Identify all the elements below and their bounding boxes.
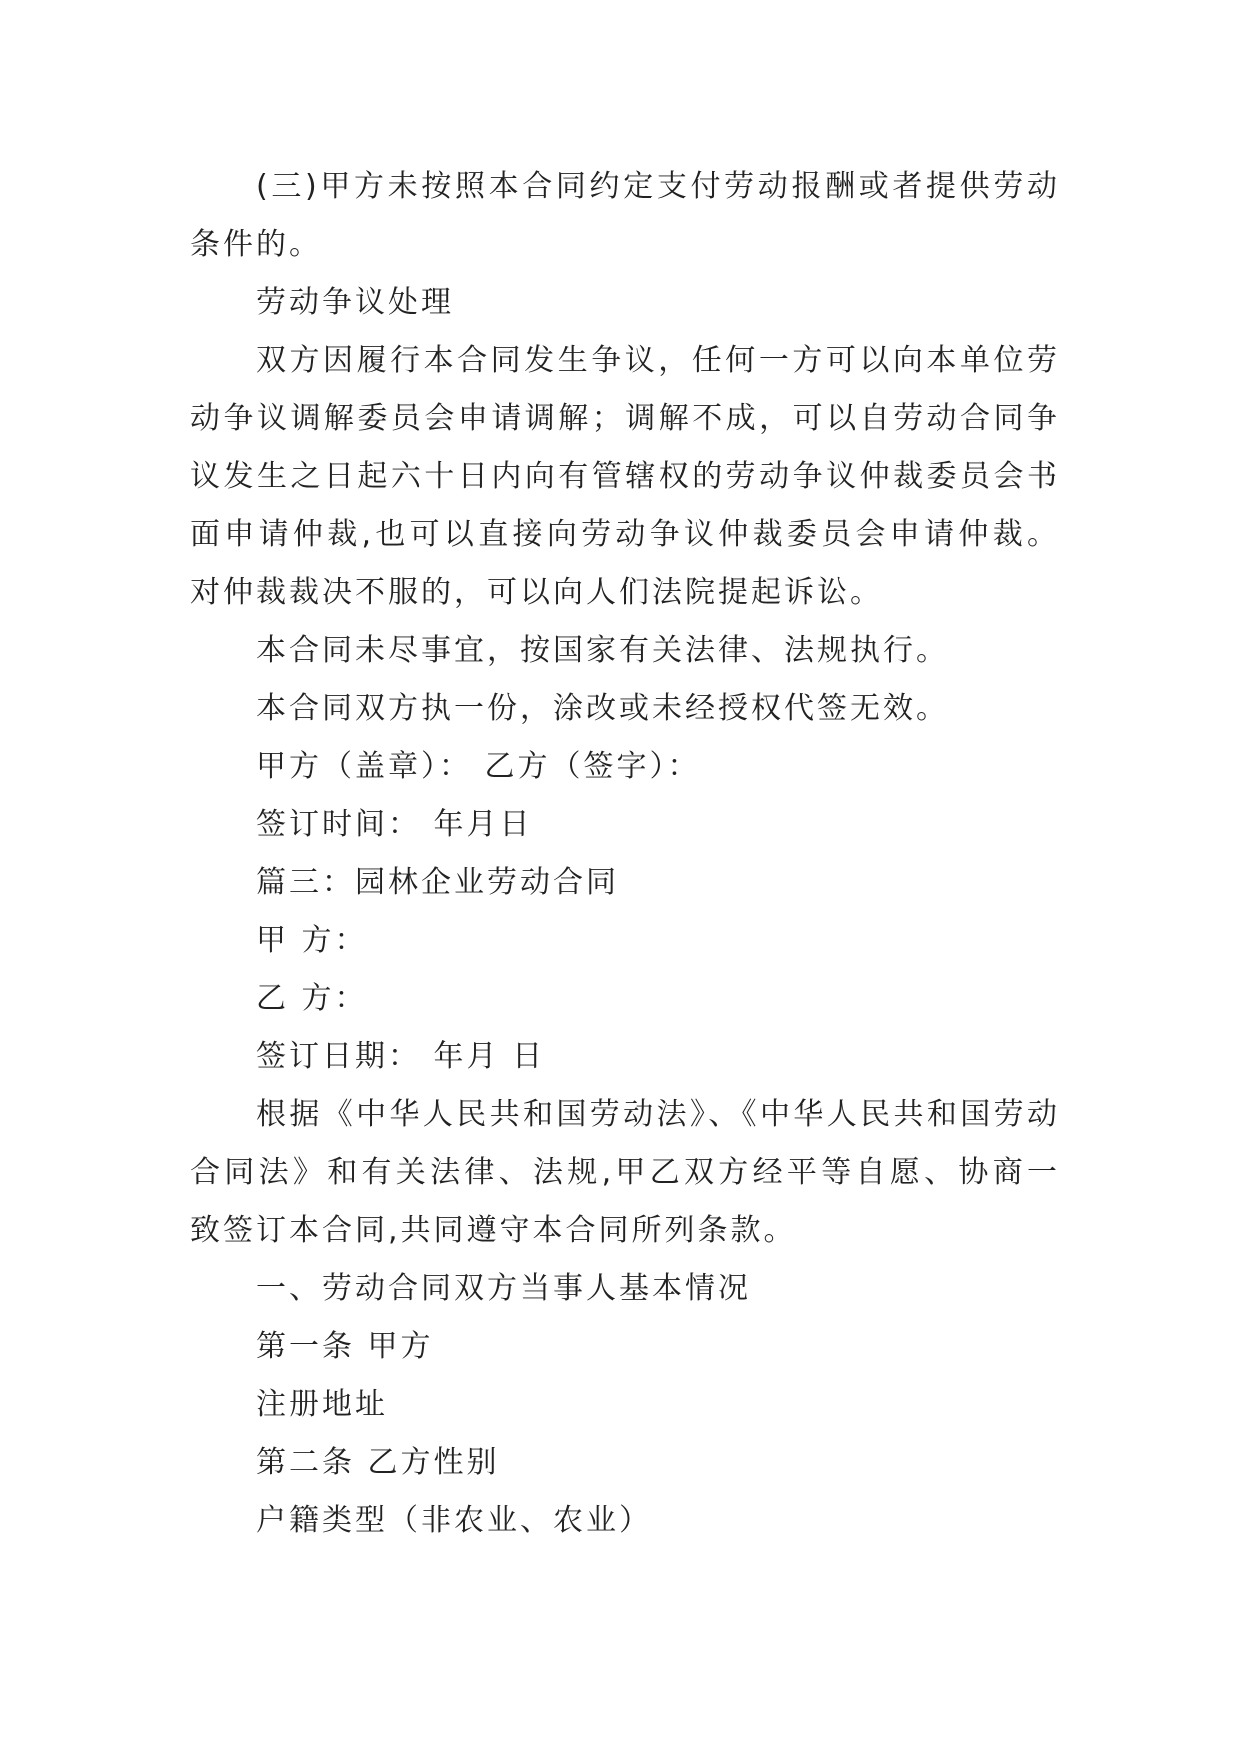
signature-line: 甲方（盖章）： 乙方（签字）： xyxy=(256,749,701,784)
signing-date-line: 签订日期： 年月 日 xyxy=(256,1039,546,1074)
heading-labor-dispute: 劳动争议处理 xyxy=(256,285,454,320)
signing-time-line: 签订时间： 年月日 xyxy=(256,807,533,842)
paragraph-termination-condition: (三)甲方未按照本合同约定支付劳动报酬或者提供劳动条件的。 xyxy=(190,169,1060,262)
article-one: 第一条 甲方 xyxy=(256,1329,434,1364)
paragraph-copies: 本合同双方执一份，涂改或未经授权代签无效。 xyxy=(256,691,949,726)
party-b-line: 乙 方： xyxy=(256,981,368,1016)
party-a-line: 甲 方： xyxy=(256,923,368,958)
paragraph-dispute-resolution: 双方因履行本合同发生争议，任何一方可以向本单位劳动争议调解委员会申请调解；调解不成，可以自劳动合同争议发生之日起六十日内向有管辖权的劳动争议仲裁委员会书面申请仲裁,也可以直接向劳动争议仲裁委员会申请仲裁。对仲裁裁决不服的，可以向人们法院提起诉讼。 xyxy=(190,343,1060,610)
section-title-part-three: 篇三：园林企业劳动合同 xyxy=(256,865,619,900)
heading-basic-info: 一、劳动合同双方当事人基本情况 xyxy=(256,1271,751,1306)
household-type: 户籍类型（非农业、农业） xyxy=(256,1503,652,1538)
paragraph-unresolved-matters: 本合同未尽事宜，按国家有关法律、法规执行。 xyxy=(256,633,949,668)
registered-address: 注册地址 xyxy=(256,1387,388,1422)
document-body xyxy=(190,158,1060,1550)
article-two: 第二条 乙方性别 xyxy=(256,1445,500,1480)
paragraph-legal-basis: 根据《中华人民共和国劳动法》、《中华人民共和国劳动合同法》和有关法律、法规,甲乙双方经平等自愿、协商一致签订本合同,共同遵守本合同所列条款。 xyxy=(190,1097,1060,1248)
